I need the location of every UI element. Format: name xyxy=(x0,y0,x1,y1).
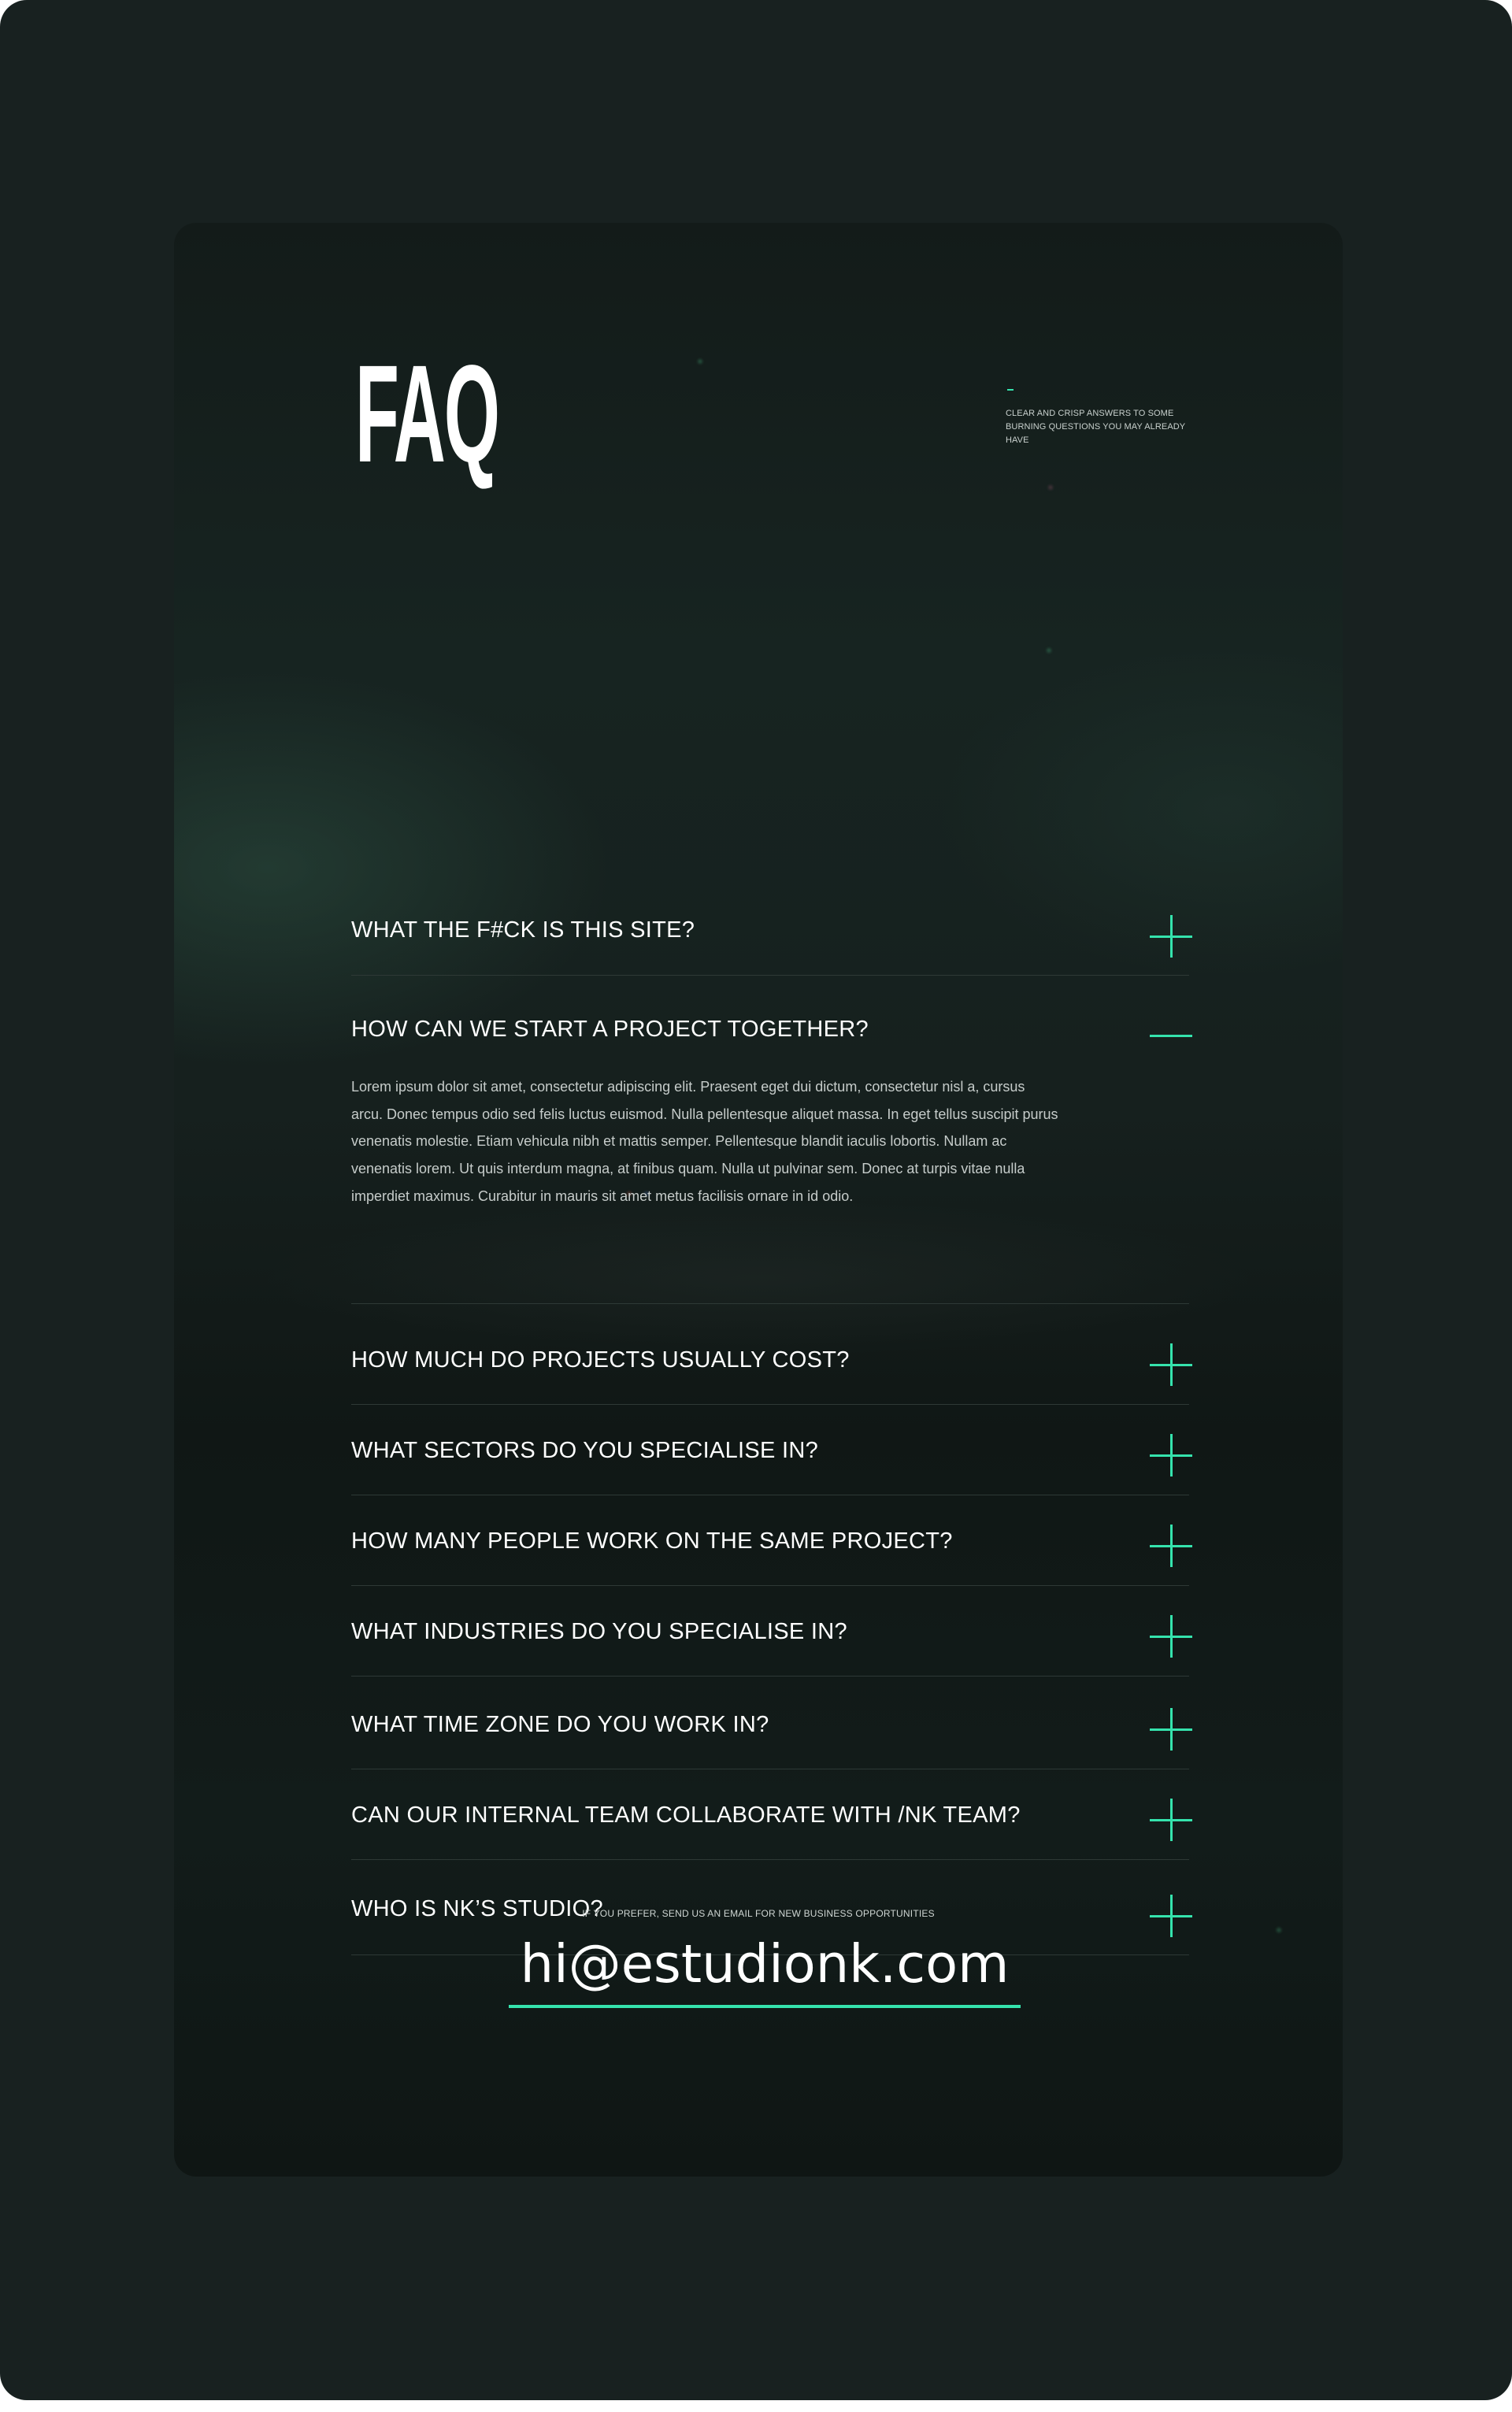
faq-question[interactable]: WHO IS NK’S STUDIO? xyxy=(351,1896,603,1921)
faq-question[interactable]: CAN OUR INTERNAL TEAM COLLABORATE WITH /NK TEAM? xyxy=(351,1803,1021,1828)
faq-question[interactable]: WHAT SECTORS DO YOU SPECIALISE IN? xyxy=(351,1438,819,1463)
faq-question[interactable]: HOW MANY PEOPLE WORK ON THE SAME PROJECT? xyxy=(351,1528,953,1554)
faq-question[interactable]: WHAT TIME ZONE DO YOU WORK IN? xyxy=(351,1712,769,1737)
faq-item[interactable] xyxy=(351,1405,1189,1495)
faq-list xyxy=(351,866,1189,1955)
faq-item[interactable] xyxy=(351,1677,1189,1769)
page-title: FAQ xyxy=(355,337,498,491)
plus-icon[interactable] xyxy=(1150,1799,1192,1841)
contact-note: IF YOU PREFER, SEND US AN EMAIL FOR NEW BUSINESS OPPORTUNITIES xyxy=(582,1908,935,1919)
tagline-accent-mark xyxy=(1007,389,1014,391)
faq-answer: Lorem ipsum dolor sit amet, consectetur adipiscing elit. Praesent eget dui dictum, consectetur nisl a, cursus arcu. Donec tempus odio sed felis luctus euismod. Nulla pellentesque aliquet massa. In eget tellus suscipit purus venenatis molestie. Etiam vehicula nibh et mattis semper. Pellentesque blandit iaculis lobortis. Nullam ac venenatis lorem. Ut quis interdum magna, at finibus quam. Nulla ut pulvinar sem. Donec at turpis vitae nulla imperdiet maximus. Curabitur in mauris sit amet metus facilisis ornare in id odio. xyxy=(351,1079,1058,1204)
faq-item[interactable] xyxy=(351,866,1189,976)
tagline: CLEAR AND CRISP ANSWERS TO SOME BURNING QUESTIONS YOU MAY ALREADY HAVE xyxy=(1006,409,1186,445)
decorative-speck xyxy=(698,359,702,364)
plus-icon[interactable] xyxy=(1150,1343,1192,1386)
plus-icon[interactable] xyxy=(1150,1434,1192,1476)
faq-item[interactable] xyxy=(351,1769,1189,1860)
faq-item-expanded[interactable] xyxy=(351,976,1189,1304)
email-link[interactable]: hi@estudionk.com xyxy=(509,1938,1021,2008)
decorative-speck xyxy=(1277,1928,1281,1932)
plus-icon[interactable] xyxy=(1150,1615,1192,1658)
minus-icon[interactable] xyxy=(1150,1014,1192,1057)
faq-question[interactable]: HOW CAN WE START A PROJECT TOGETHER? xyxy=(351,1017,869,1042)
plus-icon[interactable] xyxy=(1150,1708,1192,1751)
faq-question[interactable]: HOW MUCH DO PROJECTS USUALLY COST? xyxy=(351,1347,850,1373)
faq-card xyxy=(174,223,1343,2177)
plus-icon[interactable] xyxy=(1150,915,1192,958)
decorative-speck xyxy=(1048,485,1053,490)
faq-item[interactable] xyxy=(351,1495,1189,1586)
faq-item[interactable] xyxy=(351,1586,1189,1677)
decorative-speck xyxy=(1047,648,1051,653)
faq-question[interactable]: WHAT THE F#CK IS THIS SITE? xyxy=(351,917,695,943)
faq-question[interactable]: WHAT INDUSTRIES DO YOU SPECIALISE IN? xyxy=(351,1619,847,1644)
plus-icon[interactable] xyxy=(1150,1525,1192,1567)
faq-item[interactable] xyxy=(351,1304,1189,1405)
